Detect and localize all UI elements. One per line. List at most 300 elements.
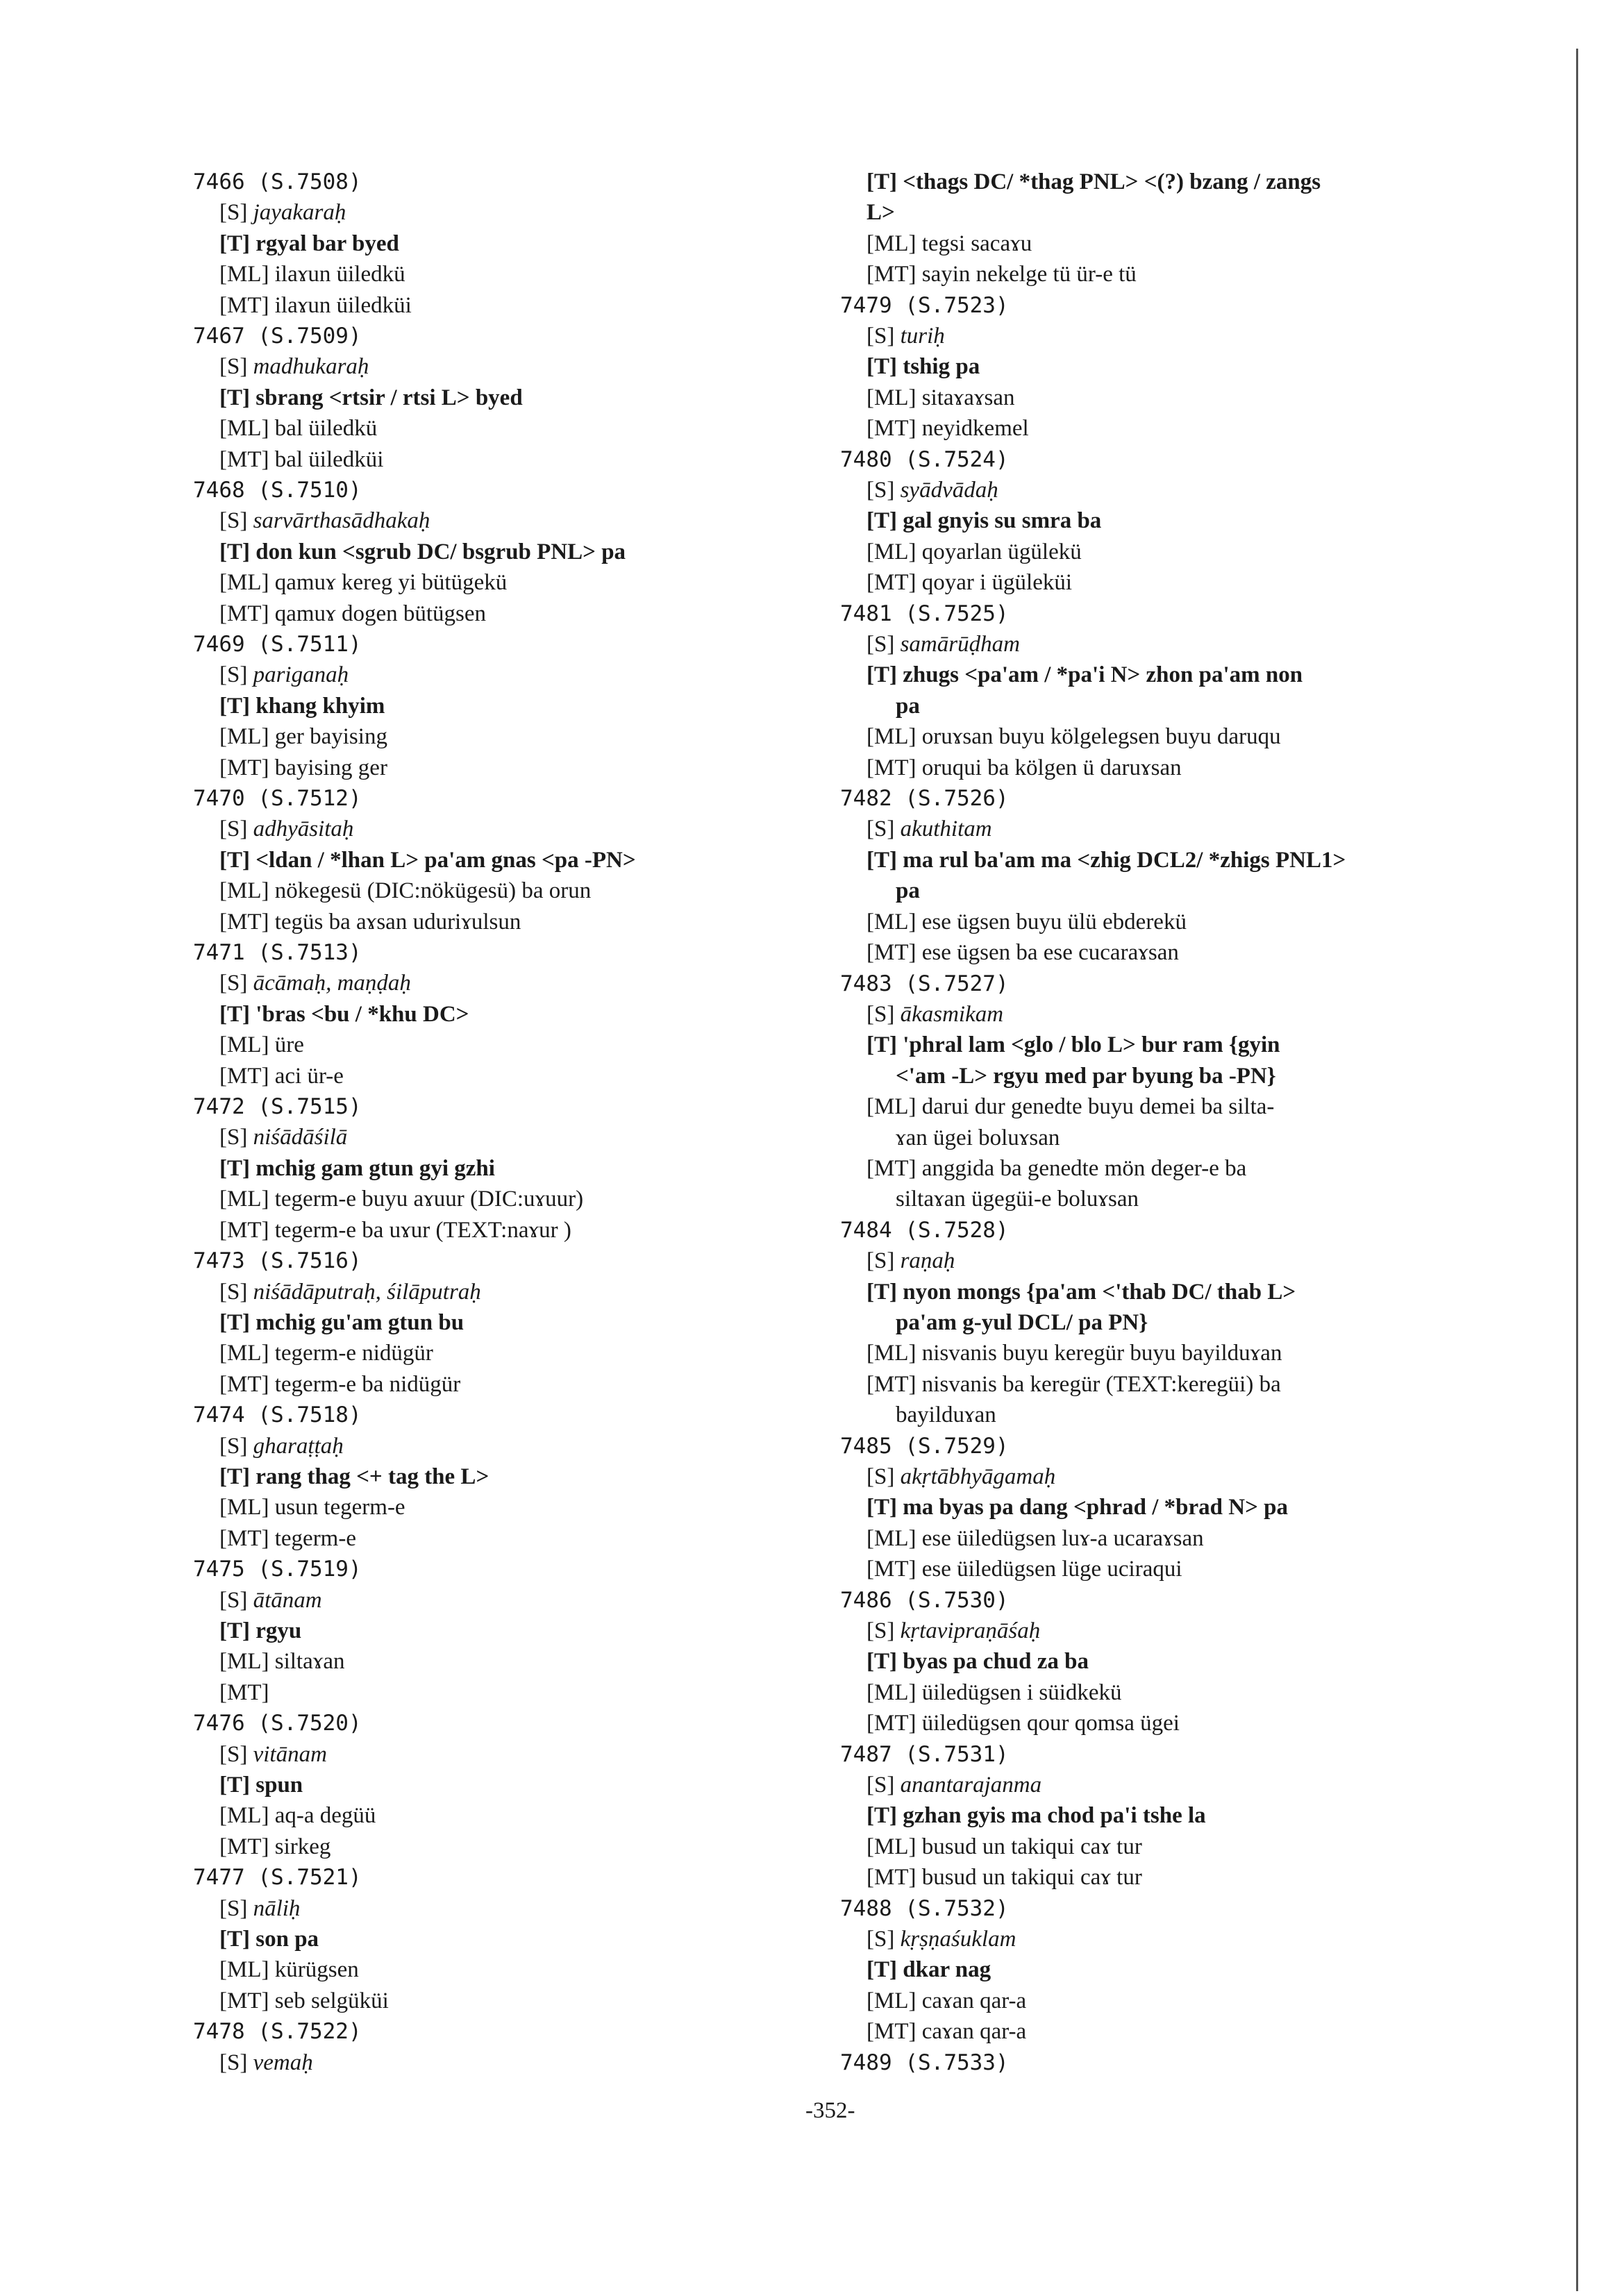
ml-value: qamuɤ kereg yi bütügekü xyxy=(274,570,508,596)
entry-header xyxy=(193,1246,887,1276)
s-tag: [S] xyxy=(867,816,895,842)
mt-tag: [MT] xyxy=(219,1988,269,2013)
ml-tag: [ML] xyxy=(867,385,916,410)
entry-number: 7481 xyxy=(840,601,892,626)
entry-header xyxy=(193,1862,887,1893)
t-continuation: <'am -L> rgyu med par byung ba -PN} xyxy=(896,1063,1276,1089)
entry-number: 7476 xyxy=(193,1711,245,1736)
entry-number: 7489 xyxy=(840,2050,892,2075)
ml-value: üiledügsen i süidkekü xyxy=(921,1679,1122,1705)
ml-value: usun tegerm-e xyxy=(274,1495,405,1520)
entry-number: 7467 xyxy=(193,324,245,349)
t-tag: [T] xyxy=(219,1464,250,1489)
t-tag: [T] xyxy=(219,693,250,719)
mt-value: caɤan qar-a xyxy=(921,2019,1027,2045)
t-tag: [T] xyxy=(219,1618,250,1643)
entry-7473 xyxy=(193,1246,887,1400)
mt-line xyxy=(193,1523,887,1554)
ml-tag: [ML] xyxy=(219,1187,269,1212)
s-value: turiḥ xyxy=(900,324,945,349)
t-tag: [T] xyxy=(867,1495,897,1520)
mt-value: bayising ger xyxy=(274,755,387,780)
mt-value: neyidkemel xyxy=(921,416,1029,442)
s-value: madhukaraḥ xyxy=(253,354,369,380)
entry-7489 xyxy=(840,2047,1534,2078)
ml-value: caɤan qar-a xyxy=(921,1988,1027,2013)
s-value: ācāmaḥ, maṇḍaḥ xyxy=(253,971,411,996)
t-line xyxy=(840,1954,1534,1985)
ml-tag: [ML] xyxy=(219,570,269,596)
ml-tag: [ML] xyxy=(867,1094,916,1120)
entry-7481 xyxy=(840,598,1534,783)
s-line xyxy=(193,1585,887,1616)
entry-number: 7472 xyxy=(193,1094,245,1120)
entry-ref: (S.7510) xyxy=(258,478,362,503)
ml-value: tegerm-e nidügür xyxy=(274,1341,433,1366)
entry-ref: (S.7527) xyxy=(905,971,1009,996)
entry-ref: (S.7519) xyxy=(258,1557,362,1582)
mt-value: ese üiledügsen lüge uciraqui xyxy=(921,1557,1182,1582)
s-value: vitānam xyxy=(253,1741,327,1767)
mt-tag: [MT] xyxy=(867,1557,916,1582)
s-tag: [S] xyxy=(219,354,248,380)
t-line xyxy=(193,1153,887,1184)
entry-ref: (S.7511) xyxy=(258,632,362,657)
s-value: gharaṭṭaḥ xyxy=(253,1433,344,1459)
s-line xyxy=(193,814,887,844)
s-tag: [S] xyxy=(867,1001,895,1027)
entry-ref: (S.7524) xyxy=(905,446,1009,472)
scan-edge-line xyxy=(1576,49,1578,2291)
entry-7480 xyxy=(840,444,1534,598)
ml-line xyxy=(193,1954,887,1985)
ml-value: tegerm-e buyu aɤuur (DIC:uɤuur) xyxy=(274,1187,584,1212)
entry-7478-continuation xyxy=(840,167,1534,290)
entry-7474 xyxy=(193,1400,887,1554)
t-tag: [T] xyxy=(867,1649,897,1675)
entry-ref: (S.7515) xyxy=(258,1094,362,1120)
t-line xyxy=(193,999,887,1030)
mt-tag: [MT] xyxy=(219,1834,269,1859)
s-value: ātānam xyxy=(253,1587,322,1613)
t-line xyxy=(193,691,887,721)
s-tag: [S] xyxy=(867,1927,895,1952)
t-value: ma rul ba'am ma <zhig DCL2/ *zhigs PNL1> xyxy=(903,847,1346,873)
entry-number: 7470 xyxy=(193,786,245,812)
ml-tag: [ML] xyxy=(867,909,916,935)
mt-value: seb selgüküi xyxy=(274,1988,389,2013)
t-value: sbrang <rtsir / rtsi L> byed xyxy=(256,385,523,410)
t-tag: [T] xyxy=(867,1803,897,1829)
entry-header xyxy=(193,475,887,505)
entry-number: 7485 xyxy=(840,1433,892,1459)
entry-number: 7468 xyxy=(193,478,245,503)
t-tag: [T] xyxy=(219,1309,250,1335)
ml-tag: [ML] xyxy=(219,262,269,287)
entry-7467 xyxy=(193,321,887,475)
entry-7482 xyxy=(840,783,1534,968)
s-tag: [S] xyxy=(219,971,248,996)
s-value: nāliḥ xyxy=(253,1895,301,1921)
s-tag: [S] xyxy=(867,324,895,349)
entry-header xyxy=(840,1739,1534,1770)
entry-number: 7469 xyxy=(193,632,245,657)
t-tag: [T] xyxy=(219,1155,250,1181)
s-value: kṛṣṇaśuklam xyxy=(900,1927,1016,1952)
entry-number: 7477 xyxy=(193,1865,245,1891)
s-value: jayakaraḥ xyxy=(253,200,346,226)
entry-7468 xyxy=(193,475,887,629)
entry-header xyxy=(193,1554,887,1584)
t-continuation: pa'am g-yul DCL/ pa PN} xyxy=(896,1309,1148,1335)
entry-number: 7483 xyxy=(840,971,892,996)
entry-number: 7466 xyxy=(193,169,245,194)
entry-number: 7487 xyxy=(840,1741,892,1767)
ml-line xyxy=(840,1338,1534,1368)
t-value: spun xyxy=(256,1772,303,1798)
t-tag: [T] xyxy=(219,539,250,564)
s-tag: [S] xyxy=(867,1618,895,1643)
t-value: nyon mongs {pa'am <'thab DC/ thab L> xyxy=(903,1279,1296,1305)
mt-line xyxy=(840,1862,1534,1893)
s-value: raṇaḥ xyxy=(900,1248,955,1274)
entry-7487 xyxy=(840,1739,1534,1893)
entry-7483 xyxy=(840,969,1534,1215)
t-value: 'bras <bu / *khu DC> xyxy=(256,1001,469,1027)
entry-header xyxy=(840,1585,1534,1616)
ml-line xyxy=(193,1030,887,1060)
s-tag: [S] xyxy=(219,2050,248,2075)
right-column xyxy=(840,167,1534,2078)
mt-tag: [MT] xyxy=(219,601,269,626)
mt-tag: [MT] xyxy=(219,909,269,935)
s-line xyxy=(840,1461,1534,1492)
t-value: khang khyim xyxy=(256,693,385,719)
t-tag: [T] xyxy=(867,354,897,380)
entry-header xyxy=(840,1893,1534,1924)
ml-line xyxy=(840,228,1534,259)
s-tag: [S] xyxy=(219,1895,248,1921)
t-continuation: L> xyxy=(867,200,895,226)
s-line xyxy=(193,1739,887,1770)
entry-header xyxy=(840,1431,1534,1461)
t-line xyxy=(840,167,1534,197)
t-value: <thags DC/ *thag PNL> <(?) bzang / zangs xyxy=(903,169,1321,194)
t-tag: [T] xyxy=(219,1772,250,1798)
mt-value: qamuɤ dogen bütügsen xyxy=(274,601,487,626)
t-tag: [T] xyxy=(867,847,897,873)
ml-value: nisvanis buyu keregür buyu bayilduɤan xyxy=(921,1341,1282,1366)
t-value: ma byas pa dang <phrad / *brad N> pa xyxy=(903,1495,1289,1520)
entry-7486 xyxy=(840,1585,1534,1739)
entry-header xyxy=(840,1215,1534,1246)
entry-ref: (S.7523) xyxy=(905,292,1009,318)
entry-ref: (S.7532) xyxy=(905,1895,1009,1921)
mt-value: anggida ba genedte mön deger-e ba xyxy=(921,1155,1247,1181)
entry-7479 xyxy=(840,290,1534,444)
s-line xyxy=(840,1616,1534,1646)
t-tag: [T] xyxy=(219,231,250,256)
t-line xyxy=(193,1616,887,1646)
ml-tag: [ML] xyxy=(219,1649,269,1675)
entry-header xyxy=(840,598,1534,629)
s-line xyxy=(193,2047,887,2078)
s-tag: [S] xyxy=(219,662,248,688)
t-line xyxy=(193,1770,887,1800)
mt-tag: [MT] xyxy=(219,755,269,780)
t-line xyxy=(840,845,1534,875)
t-continuation: pa xyxy=(896,693,920,719)
mt-value: oruqui ba kölgen ü daruɤsan xyxy=(921,755,1182,780)
s-value: samārūḍham xyxy=(900,632,1020,657)
s-line xyxy=(193,351,887,382)
ml-line xyxy=(840,537,1534,567)
mt-line xyxy=(840,413,1534,444)
t-line xyxy=(840,1277,1534,1307)
t-tag: [T] xyxy=(219,847,250,873)
mt-line xyxy=(193,753,887,783)
t-line xyxy=(193,1461,887,1492)
t-line xyxy=(193,537,887,567)
s-line xyxy=(840,999,1534,1030)
t-value: rang thag <+ tag the L> xyxy=(256,1464,489,1489)
ml-value: busud un takiqui caɤ tur xyxy=(921,1834,1142,1859)
mt-continuation: siltaɤan ügegüi-e boluɤsan xyxy=(896,1187,1139,1212)
mt-line xyxy=(193,444,887,475)
entry-ref: (S.7520) xyxy=(258,1711,362,1736)
s-line xyxy=(193,1431,887,1461)
ml-tag: [ML] xyxy=(219,416,269,442)
t-value: gal gnyis su smra ba xyxy=(903,508,1102,534)
s-value: akuthitam xyxy=(900,816,992,842)
entry-ref: (S.7518) xyxy=(258,1402,362,1428)
entry-ref: (S.7533) xyxy=(905,2050,1009,2075)
mt-value: üiledügsen qour qomsa ügei xyxy=(921,1711,1180,1736)
entry-header xyxy=(193,1091,887,1122)
ml-tag: [ML] xyxy=(219,878,269,904)
entry-header xyxy=(840,783,1534,814)
t-continuation: pa xyxy=(896,878,920,904)
s-tag: [S] xyxy=(219,1279,248,1305)
entry-header xyxy=(193,167,887,197)
t-value: <ldan / *lhan L> pa'am gnas <pa -PN> xyxy=(256,847,636,873)
mt-value: sirkeg xyxy=(274,1834,331,1859)
entry-ref: (S.7512) xyxy=(258,786,362,812)
entry-header xyxy=(840,969,1534,999)
ml-line xyxy=(840,1986,1534,2016)
ml-line xyxy=(193,259,887,290)
mt-tag: [MT] xyxy=(867,1155,916,1181)
ml-line xyxy=(193,1184,887,1214)
ml-tag: [ML] xyxy=(867,1988,916,2013)
mt-tag: [MT] xyxy=(219,292,269,318)
ml-tag: [ML] xyxy=(867,724,916,750)
entry-7475 xyxy=(193,1554,887,1708)
ml-line xyxy=(840,383,1534,413)
ml-line xyxy=(193,1338,887,1368)
t-tag: [T] xyxy=(867,169,897,194)
ml-tag: [ML] xyxy=(867,1834,916,1859)
t-value: mchig gu'am gtun bu xyxy=(256,1309,464,1335)
entry-header xyxy=(193,321,887,351)
entry-7469 xyxy=(193,629,887,783)
s-tag: [S] xyxy=(867,1464,895,1489)
page-number: -352- xyxy=(805,2098,855,2123)
ml-tag: [ML] xyxy=(867,1341,916,1366)
entry-header xyxy=(193,1400,887,1430)
s-line xyxy=(193,1122,887,1153)
entry-header xyxy=(193,2016,887,2047)
entry-number: 7475 xyxy=(193,1557,245,1582)
mt-tag: [MT] xyxy=(867,262,916,287)
ml-value: aq-a degüü xyxy=(274,1803,376,1829)
mt-tag: [MT] xyxy=(219,1063,269,1089)
t-tag: [T] xyxy=(867,1032,897,1058)
mt-line xyxy=(193,290,887,321)
t-tag: [T] xyxy=(219,1926,250,1952)
entry-header xyxy=(193,1708,887,1738)
s-value: anantarajanma xyxy=(900,1772,1042,1798)
s-tag: [S] xyxy=(219,1741,248,1767)
s-value: sarvārthasādhakaḥ xyxy=(253,508,430,534)
entry-header xyxy=(193,937,887,968)
s-line xyxy=(840,1924,1534,1954)
ml-tag: [ML] xyxy=(219,1495,269,1520)
ml-tag: [ML] xyxy=(867,539,916,564)
t-tag: [T] xyxy=(219,385,250,410)
entry-7485 xyxy=(840,1431,1534,1585)
entry-header xyxy=(193,629,887,660)
entry-7477 xyxy=(193,1862,887,2016)
ml-line xyxy=(840,721,1534,752)
mt-tag: [MT] xyxy=(867,940,916,966)
ml-line xyxy=(193,875,887,906)
ml-tag: [ML] xyxy=(219,1803,269,1829)
s-line xyxy=(840,475,1534,505)
s-tag: [S] xyxy=(219,1433,248,1459)
mt-tag: [MT] xyxy=(867,1865,916,1891)
mt-line xyxy=(840,567,1534,598)
entry-ref: (S.7516) xyxy=(258,1248,362,1274)
entry-ref: (S.7522) xyxy=(258,2019,362,2045)
ml-value: nökegesü (DIC:nökügesü) ba orun xyxy=(274,878,592,904)
t-line xyxy=(193,1924,887,1954)
entry-ref: (S.7529) xyxy=(905,1433,1009,1459)
mt-value: tegerm-e ba uɤur (TEXT:naɤur ) xyxy=(274,1217,571,1243)
entry-7470 xyxy=(193,783,887,937)
t-line xyxy=(193,228,887,259)
entry-number: 7473 xyxy=(193,1248,245,1274)
mt-tag: [MT] xyxy=(219,1371,269,1397)
ml-value: qoyarlan ügülekü xyxy=(921,539,1082,564)
mt-value: tegüs ba aɤsan uduriɤulsun xyxy=(274,909,521,935)
ml-line xyxy=(840,1523,1534,1554)
mt-line xyxy=(193,1832,887,1862)
t-value: rgyal bar byed xyxy=(256,231,399,256)
t-value: don kun <sgrub DC/ bsgrub PNL> pa xyxy=(256,539,626,564)
entry-header xyxy=(193,783,887,814)
entry-ref: (S.7521) xyxy=(258,1865,362,1891)
t-value: byas pa chud za ba xyxy=(903,1649,1089,1675)
ml-value: ger bayising xyxy=(274,724,387,750)
entry-7484 xyxy=(840,1215,1534,1431)
entry-ref: (S.7526) xyxy=(905,786,1009,812)
ml-tag: [ML] xyxy=(867,231,916,256)
s-tag: [S] xyxy=(219,1587,248,1613)
ml-value: siltaɤan xyxy=(274,1649,345,1675)
ml-line xyxy=(193,413,887,444)
t-line xyxy=(840,351,1534,382)
t-line xyxy=(840,1030,1534,1060)
ml-value: üre xyxy=(274,1032,304,1058)
ml-line xyxy=(193,1646,887,1677)
mt-tag: [MT] xyxy=(867,755,916,780)
ml-continuation: ɤan ügei boluɤsan xyxy=(896,1125,1060,1150)
s-tag: [S] xyxy=(867,1772,895,1798)
ml-tag: [ML] xyxy=(219,1341,269,1366)
s-line xyxy=(193,1893,887,1924)
entry-number: 7482 xyxy=(840,786,892,812)
ml-line xyxy=(193,1492,887,1523)
mt-tag: [MT] xyxy=(219,1679,269,1705)
s-line xyxy=(193,660,887,690)
mt-value: qoyar i ügüleküi xyxy=(921,570,1073,596)
mt-tag: [MT] xyxy=(867,570,916,596)
ml-line xyxy=(193,1800,887,1831)
s-line xyxy=(193,1277,887,1307)
s-tag: [S] xyxy=(219,1125,248,1150)
ml-tag: [ML] xyxy=(219,1957,269,1983)
ml-line xyxy=(840,1091,1534,1122)
t-value: zhugs <pa'am / *pa'i N> zhon pa'am non xyxy=(903,662,1303,688)
mt-line xyxy=(840,2016,1534,2047)
ml-value: ese ügsen buyu ülü ebderekü xyxy=(921,909,1187,935)
s-tag: [S] xyxy=(867,632,895,657)
ml-line xyxy=(193,721,887,752)
ml-line xyxy=(840,907,1534,937)
s-line xyxy=(840,814,1534,844)
entry-number: 7471 xyxy=(193,940,245,966)
s-value: vemaḥ xyxy=(253,2050,313,2075)
t-value: 'phral lam <glo / blo L> bur ram {gyin xyxy=(903,1032,1280,1058)
entry-number: 7486 xyxy=(840,1587,892,1613)
ml-value: bal üiledkü xyxy=(274,416,378,442)
entry-number: 7488 xyxy=(840,1895,892,1921)
ml-tag: [ML] xyxy=(219,724,269,750)
ml-value: ese üiledügsen luɤ-a ucaraɤsan xyxy=(921,1525,1204,1551)
mt-value: aci ür-e xyxy=(274,1063,344,1089)
mt-line xyxy=(193,598,887,629)
t-line xyxy=(840,1800,1534,1831)
ml-tag: [ML] xyxy=(219,1032,269,1058)
s-value: pariganaḥ xyxy=(253,662,349,688)
ml-value: oruɤsan buyu kölgelegsen buyu daruqu xyxy=(921,724,1281,750)
s-line xyxy=(193,968,887,998)
s-value: niśādāśilā xyxy=(253,1125,348,1150)
entry-header xyxy=(840,290,1534,321)
s-line xyxy=(840,629,1534,660)
t-value: son pa xyxy=(256,1926,319,1952)
t-value: gzhan gyis ma chod pa'i tshe la xyxy=(903,1803,1206,1829)
mt-value: nisvanis ba keregür (TEXT:keregüi) ba xyxy=(921,1371,1281,1397)
s-tag: [S] xyxy=(867,478,895,503)
t-line xyxy=(193,845,887,875)
entry-number: 7474 xyxy=(193,1402,245,1428)
entry-7488 xyxy=(840,1893,1534,2047)
ml-line xyxy=(840,1677,1534,1708)
s-tag: [S] xyxy=(219,816,248,842)
mt-line xyxy=(193,1986,887,2016)
